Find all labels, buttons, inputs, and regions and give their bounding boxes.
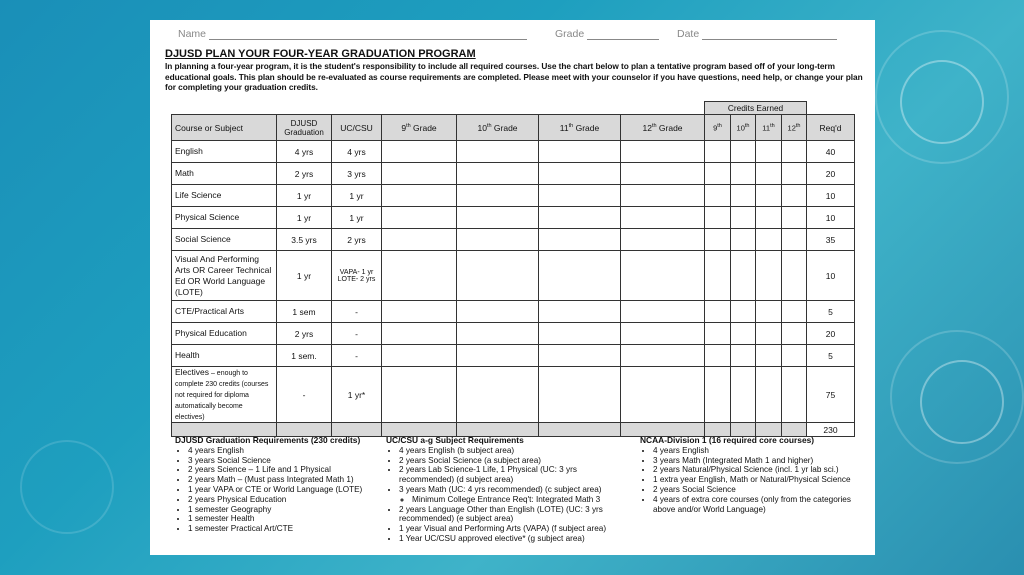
entry-cell[interactable]: [782, 185, 807, 207]
requirement-subitem: ◦ Minimum College Entrance Req't: Integrated Math 3: [412, 495, 618, 505]
requirement-item: • 1 year Visual and Performing Arts (VAPA) (f subject area): [399, 524, 618, 534]
djusd-cell: 1 yr: [277, 207, 332, 229]
djusd-cell: 4 yrs: [277, 141, 332, 163]
requirement-item: • 1 semester Practical Art/CTE: [188, 524, 380, 534]
requirement-item: • 3 years Social Science: [188, 456, 380, 466]
course-cell: Life Science: [172, 185, 277, 207]
grade10-header: 10th Grade: [457, 115, 539, 141]
requirement-item: • 2 years Lab Science-1 Life, 1 Physical (UC: 3 yrs recommended) (d subject area): [399, 465, 618, 485]
required-credits-cell: 20: [807, 163, 855, 185]
required-credits-cell: 10: [807, 207, 855, 229]
course-cell: English: [172, 141, 277, 163]
entry-cell[interactable]: [382, 207, 457, 229]
djusd-cell: 3.5 yrs: [277, 229, 332, 251]
requirement-item: • 2 years Math – (Must pass Integrated Math 1): [188, 475, 380, 485]
decorative-circle: [890, 330, 1024, 464]
entry-cell[interactable]: [782, 207, 807, 229]
credits-earned-header: Credits Earned: [705, 102, 807, 115]
table-row: [172, 185, 855, 207]
required-credits-cell: 40: [807, 141, 855, 163]
name-field[interactable]: Name: [178, 28, 527, 40]
uccsu-cell: 1 yr: [332, 185, 382, 207]
entry-cell[interactable]: [782, 141, 807, 163]
requirement-item: • 1 year VAPA or CTE or World Language (LOTE): [188, 485, 380, 495]
entry-cell[interactable]: [621, 185, 705, 207]
entry-cell[interactable]: [539, 323, 621, 345]
entry-cell[interactable]: [539, 207, 621, 229]
entry-cell[interactable]: [705, 185, 731, 207]
entry-cell[interactable]: [382, 301, 457, 323]
entry-cell[interactable]: [731, 345, 756, 367]
ncaa-requirements: [640, 436, 862, 514]
entry-cell[interactable]: [731, 229, 756, 251]
entry-cell[interactable]: [621, 367, 705, 423]
entry-cell[interactable]: [782, 323, 807, 345]
uccsu-cell: 2 yrs: [332, 229, 382, 251]
entry-cell[interactable]: [705, 141, 731, 163]
entry-cell[interactable]: [705, 207, 731, 229]
required-credits-cell: 35: [807, 229, 855, 251]
entry-cell[interactable]: [731, 207, 756, 229]
entry-cell[interactable]: [705, 301, 731, 323]
decorative-circle: [875, 30, 1009, 164]
entry-cell[interactable]: [457, 163, 539, 185]
entry-cell[interactable]: [539, 345, 621, 367]
required-header: Req'd: [807, 115, 855, 141]
table-row: [172, 345, 855, 367]
plan-table: [171, 101, 855, 437]
entry-cell[interactable]: [457, 141, 539, 163]
entry-cell[interactable]: [705, 323, 731, 345]
uccsu-cell: -: [332, 345, 382, 367]
required-credits-cell: 10: [807, 185, 855, 207]
requirement-item: • 3 years Math (Integrated Math 1 and higher): [653, 456, 862, 466]
entry-cell[interactable]: [731, 367, 756, 423]
grade9-header: 9th Grade: [382, 115, 457, 141]
entry-cell[interactable]: [782, 251, 807, 301]
course-cell: Electives – enough to complete 230 credits (courses not required for diploma automatically become electives): [172, 367, 277, 423]
entry-cell[interactable]: [621, 207, 705, 229]
entry-cell[interactable]: [731, 301, 756, 323]
djusd-cell: 2 yrs: [277, 323, 332, 345]
credit10-header: 10th: [731, 115, 756, 141]
entry-cell[interactable]: [756, 251, 782, 301]
requirement-item: • 1 Year UC/CSU approved elective* (g subject area): [399, 534, 618, 544]
entry-cell[interactable]: [382, 345, 457, 367]
requirement-item: • 4 years of extra core courses (only from the categories above and/or World Language): [653, 495, 862, 515]
entry-cell[interactable]: [621, 345, 705, 367]
table-row: [172, 141, 855, 163]
djusd-requirements: [175, 436, 380, 534]
required-credits-cell: 20: [807, 323, 855, 345]
entry-cell[interactable]: [705, 345, 731, 367]
grade12-header: 12th Grade: [621, 115, 705, 141]
entry-cell[interactable]: [382, 229, 457, 251]
table-row: [172, 251, 855, 301]
uccsu-cell: 1 yr*: [332, 367, 382, 423]
djusd-cell: 1 sem: [277, 301, 332, 323]
entry-cell[interactable]: [539, 185, 621, 207]
table-row: [172, 367, 855, 423]
djusd-cell: 1 yr: [277, 251, 332, 301]
decorative-circle: [20, 440, 114, 534]
entry-cell[interactable]: [756, 185, 782, 207]
entry-cell[interactable]: [621, 301, 705, 323]
uccsu-cell: 1 yr: [332, 207, 382, 229]
requirement-item: • 2 years Natural/Physical Science (incl. 1 yr lab sci.): [653, 465, 862, 475]
required-credits-cell: 10: [807, 251, 855, 301]
entry-cell[interactable]: [782, 367, 807, 423]
entry-cell[interactable]: [621, 163, 705, 185]
document-page: [150, 20, 875, 555]
course-cell: Health: [172, 345, 277, 367]
total-credits-cell: 230: [807, 423, 855, 437]
required-credits-cell: 75: [807, 367, 855, 423]
grade11-header: 11th Grade: [539, 115, 621, 141]
uccsu-header: UC/CSU: [332, 115, 382, 141]
entry-cell[interactable]: [382, 323, 457, 345]
table-row: [172, 323, 855, 345]
entry-cell[interactable]: [705, 229, 731, 251]
course-cell: Visual And Performing Arts OR Career Technical Ed OR World Language (LOTE): [172, 251, 277, 301]
entry-cell[interactable]: [756, 345, 782, 367]
required-credits-cell: 5: [807, 301, 855, 323]
requirement-item: • 2 years Physical Education: [188, 495, 380, 505]
entry-cell[interactable]: [457, 251, 539, 301]
entry-cell[interactable]: [539, 367, 621, 423]
course-cell: Social Science: [172, 229, 277, 251]
uccsu-cell: 4 yrs: [332, 141, 382, 163]
djusd-cell: -: [277, 367, 332, 423]
entry-cell[interactable]: [382, 367, 457, 423]
entry-cell[interactable]: [756, 301, 782, 323]
entry-cell[interactable]: [457, 185, 539, 207]
requirement-item: • 1 extra year English, Math or Natural/Physical Science: [653, 475, 862, 485]
requirement-item: • 4 years English (b subject area): [399, 446, 618, 456]
required-credits-cell: 5: [807, 345, 855, 367]
djusd-cell: 2 yrs: [277, 163, 332, 185]
uccsu-cell: VAPA- 1 yr LOTE- 2 yrs: [332, 251, 382, 301]
entry-cell[interactable]: [382, 251, 457, 301]
entry-cell[interactable]: [382, 141, 457, 163]
requirement-item: • 4 years English: [188, 446, 380, 456]
page-title: DJUSD PLAN YOUR FOUR-YEAR GRADUATION PROGRAM: [165, 48, 476, 60]
entry-cell[interactable]: [382, 185, 457, 207]
entry-cell[interactable]: [782, 301, 807, 323]
course-cell: Physical Education: [172, 323, 277, 345]
uccsu-cell: -: [332, 301, 382, 323]
entry-cell[interactable]: [457, 207, 539, 229]
requirement-item: • 2 years Science – 1 Life and 1 Physical: [188, 465, 380, 475]
entry-cell[interactable]: [457, 367, 539, 423]
uccsu-requirements: [386, 436, 618, 544]
entry-cell[interactable]: [457, 323, 539, 345]
requirement-item: • 1 semester Geography: [188, 505, 380, 515]
entry-cell[interactable]: [756, 163, 782, 185]
course-header: Course or Subject: [172, 115, 277, 141]
grade-field[interactable]: Grade: [555, 28, 659, 40]
entry-cell[interactable]: [621, 323, 705, 345]
entry-cell[interactable]: [621, 141, 705, 163]
entry-cell[interactable]: [731, 185, 756, 207]
table-row: [172, 301, 855, 323]
entry-cell[interactable]: [457, 229, 539, 251]
ncaa-requirements-title: NCAA-Division 1 (16 required core courses): [640, 435, 815, 445]
djusd-cell: 1 yr: [277, 185, 332, 207]
entry-cell[interactable]: [539, 251, 621, 301]
entry-cell[interactable]: [731, 163, 756, 185]
requirement-item: • 2 years Language Other than English (LOTE) (UC: 3 yrs recommended) (e subject area): [399, 505, 618, 525]
entry-cell[interactable]: [705, 367, 731, 423]
entry-cell[interactable]: [782, 229, 807, 251]
entry-cell[interactable]: [756, 229, 782, 251]
course-cell: CTE/Practical Arts: [172, 301, 277, 323]
date-field[interactable]: Date: [677, 28, 837, 40]
table-row: [172, 163, 855, 185]
entry-cell[interactable]: [782, 345, 807, 367]
entry-cell[interactable]: [756, 367, 782, 423]
credit11-header: 11th: [756, 115, 782, 141]
entry-cell[interactable]: [539, 141, 621, 163]
entry-cell[interactable]: [539, 163, 621, 185]
entry-cell[interactable]: [756, 323, 782, 345]
entry-cell[interactable]: [457, 301, 539, 323]
entry-cell[interactable]: [756, 207, 782, 229]
requirement-item: • 2 years Social Science (a subject area): [399, 456, 618, 466]
table-row: [172, 207, 855, 229]
requirement-item: • 4 years English: [653, 446, 862, 456]
entry-cell[interactable]: [621, 229, 705, 251]
table-row: [172, 229, 855, 251]
djusd-requirements-title: DJUSD Graduation Requirements (230 credits): [175, 435, 361, 445]
entry-cell[interactable]: [705, 163, 731, 185]
djusd-header: DJUSD Graduation: [277, 115, 332, 141]
entry-cell[interactable]: [382, 163, 457, 185]
entry-cell[interactable]: [539, 229, 621, 251]
entry-cell[interactable]: [705, 251, 731, 301]
credit9-header: 9th: [705, 115, 731, 141]
uccsu-cell: -: [332, 323, 382, 345]
requirement-item: • 2 years Social Science: [653, 485, 862, 495]
requirement-item: • 3 years Math (UC: 4 yrs recommended) (c subject area): [399, 485, 618, 495]
entry-cell[interactable]: [756, 141, 782, 163]
intro-paragraph: In planning a four-year program, it is the student's responsibility to include all required courses. Use the chart below to plan a tentative program based off of your long-term educational goals. This plan should be re-evaluated as course requirements are completed. Please meet with your counselor if you have questions, need help, or change your plan for completing your graduation credits.: [165, 61, 863, 92]
course-cell: Math: [172, 163, 277, 185]
entry-cell[interactable]: [457, 345, 539, 367]
djusd-cell: 1 sem.: [277, 345, 332, 367]
entry-cell[interactable]: [731, 141, 756, 163]
uccsu-requirements-title: UC/CSU a-g Subject Requirements: [386, 435, 524, 445]
entry-cell[interactable]: [731, 323, 756, 345]
entry-cell[interactable]: [621, 251, 705, 301]
entry-cell[interactable]: [539, 301, 621, 323]
entry-cell[interactable]: [731, 251, 756, 301]
credit12-header: 12th: [782, 115, 807, 141]
uccsu-cell: 3 yrs: [332, 163, 382, 185]
entry-cell[interactable]: [782, 163, 807, 185]
course-cell: Physical Science: [172, 207, 277, 229]
requirement-item: • 1 semester Health: [188, 514, 380, 524]
